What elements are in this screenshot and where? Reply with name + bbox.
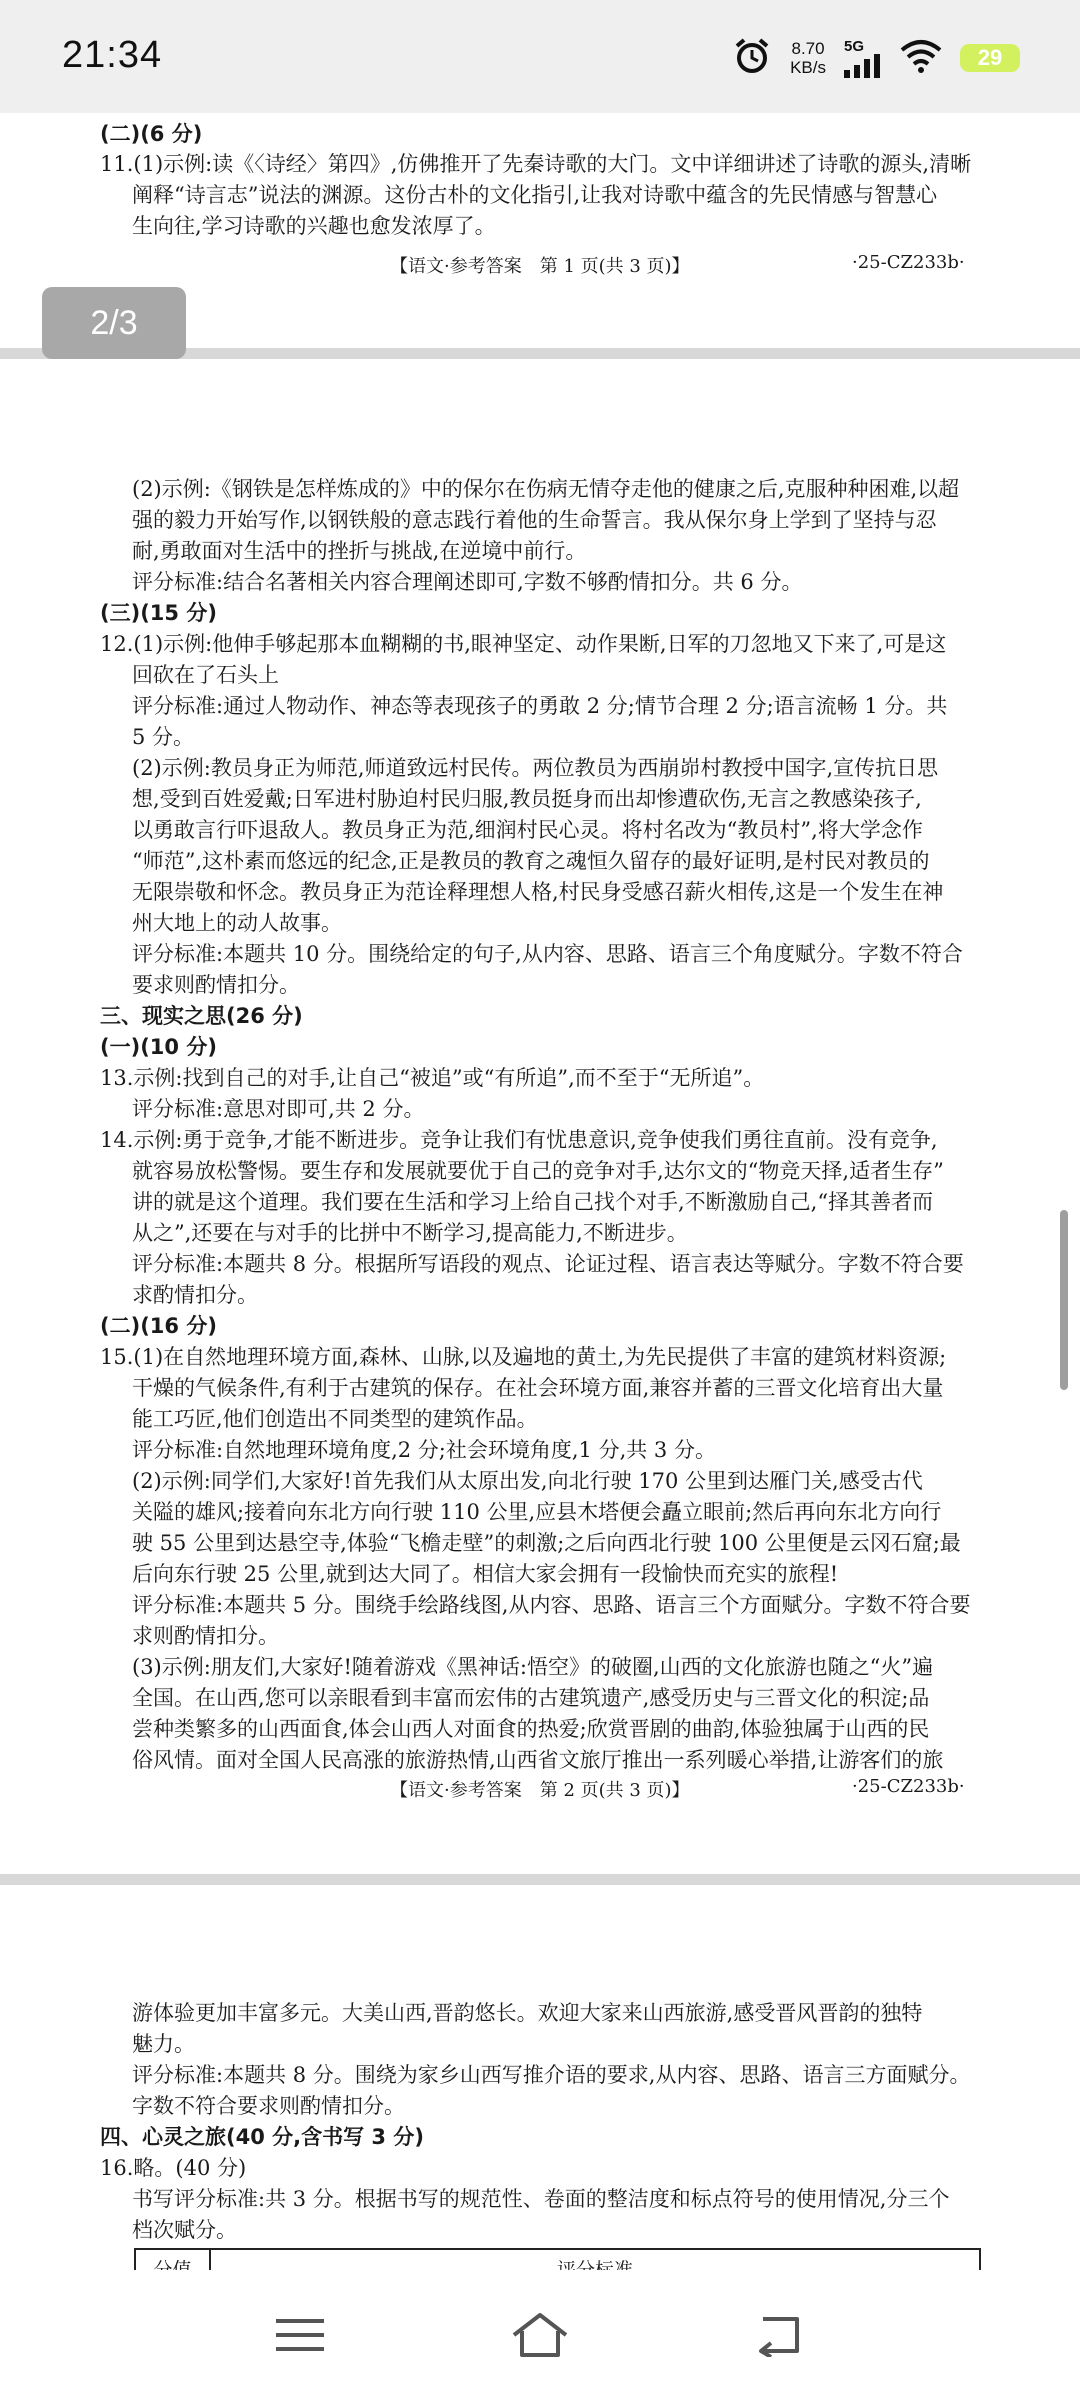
page-code: ·25-CZ233b· [852,252,965,273]
text-line: 游体验更加丰富多元。大美山西,晋韵悠长。欢迎大家来山西旅游,感受晋风晋韵的独特 [132,2001,923,2025]
text-line: 评分标准:结合名著相关内容合理阐述即可,字数不够酌情扣分。共 6 分。 [132,570,803,594]
text-line: (2)示例:同学们,大家好!首先我们从太原出发,向北行驶 170 公里到达雁门关,感受古代 [132,1469,923,1493]
net-speed [790,39,826,77]
home-button[interactable] [480,2270,600,2400]
network-type: 5G [844,37,865,55]
text-line: 13.示例:找到自己的对手,让自己“被追”或“有所追”,而不至于“无所追”。 [100,1066,765,1090]
text-line: 从之”,还要在与对手的比拼中不断学习,提高能力,不断进步。 [132,1221,688,1245]
document-page-2 [0,359,1080,1874]
text-line: 全国。在山西,您可以亲眼看到丰富而宏伟的古建筑遗产,感受历史与三晋文化的积淀;品 [132,1686,930,1710]
text-line: 评分标准:本题共 8 分。根据所写语段的观点、论证过程、语言表达等赋分。字数不符合要 [132,1252,964,1276]
text-line: 档次赋分。 [132,2218,237,2242]
text-line: (2)示例:《钢铁是怎样炼成的》中的保尔在伤病无情夺走他的健康之后,克服种种困难,以超 [132,477,960,501]
battery-level: 29 [977,45,1003,70]
section-heading: 四、心灵之旅(40 分,含书写 3 分) [100,2125,424,2149]
status-bar [0,0,1080,113]
section-heading: (一)(10 分) [100,1035,217,1059]
text-line: 求酌情扣分。 [132,1283,258,1307]
alarm-icon [732,36,772,81]
menu-button[interactable] [240,2270,360,2400]
text-line: 评分标准:自然地理环境角度,2 分;社会环境角度,1 分,共 3 分。 [132,1438,716,1462]
document-page-3 [0,1885,1080,2270]
text-line: 16.略。(40 分) [100,2156,247,2180]
text-line: 俗风情。面对全国人民高涨的旅游热情,山西省文旅厅推出一系列暖心举措,让游客们的旅 [132,1748,944,1772]
text-line: 关隘的雄风;接着向东北方向行驶 110 公里,应县木塔便会矗立眼前;然后再向东北方向行 [132,1500,942,1524]
wifi-icon [900,38,942,79]
net-speed-value: 8.70 [791,39,825,58]
text-line: (3)示例:朋友们,大家好!随着游戏《黑神话:悟空》的破圈,山西的文化旅游也随之“火”遍 [132,1655,934,1679]
page-footer: 【语文·参考答案 第 2 页(共 3 页)】 [390,1780,690,1801]
text-line: 11.(1)示例:读《〈诗经〉第四》,仿佛推开了先秦诗歌的大门。文中详细讲述了诗歌的源头,清晰 [100,152,972,176]
scrollbar-thumb[interactable] [1060,1210,1068,1390]
text-line: 魅力。 [132,2032,195,2056]
signal-icon [844,54,882,78]
status-icons [732,30,1020,86]
section-heading: (三)(15 分) [100,601,217,625]
text-line: 评分标准:本题共 10 分。围绕给定的句子,从内容、思路、语言三个角度赋分。字数不符合 [132,942,963,966]
text-line: 要求则酌情扣分。 [132,973,300,997]
text-line: 驶 55 公里到达悬空寺,体验“飞檐走壁”的刺激;之后向西北行驶 100 公里便是云冈石窟;最 [132,1531,961,1555]
text-line: 无限崇敬和怀念。教员身正为范诠释理想人格,村民身受感召薪火相传,这是一个发生在神 [132,880,944,904]
text-line: 15.(1)在自然地理环境方面,森林、山脉,以及遍地的黄土,为先民提供了丰富的建筑材料资源; [100,1345,947,1369]
text-line: 5 分。 [132,725,195,749]
text-line: 耐,勇敢面对生活中的挫折与挑战,在逆境中前行。 [132,539,587,563]
text-line: 评分标准:本题共 8 分。围绕为家乡山西写推介语的要求,从内容、思路、语言三方面赋分。 [132,2063,971,2087]
text-line: 讲的就是这个道理。我们要在生活和学习上给自己找个对手,不断激励自己,“择其善者而 [132,1190,934,1214]
text-line: 想,受到百姓爱戴;日军进村胁迫村民归服,教员挺身而出却惨遭砍伤,无言之教感染孩子, [132,787,922,811]
text-line: 后向东行驶 25 公里,就到达大同了。相信大家会拥有一段愉快而充实的旅程! [132,1562,839,1586]
navigation-bar [0,2270,1080,2400]
text-line: 尝种类繁多的山西面食,体会山西人对面食的热爱;欣赏晋剧的曲韵,体验独属于山西的民 [132,1717,930,1741]
text-line: 字数不符合要求则酌情扣分。 [132,2094,405,2118]
net-speed-unit: KB/s [790,58,826,77]
text-line: 阐释“诗言志”说法的渊源。这份古朴的文化指引,让我对诗歌中蕴含的先民情感与智慧心 [132,183,938,207]
text-line: 生向往,学习诗歌的兴趣也愈发浓厚了。 [132,214,496,238]
text-line: 14.示例:勇于竞争,才能不断进步。竞争让我们有忧患意识,竞争使我们勇往直前。没有竞争, [100,1128,938,1152]
text-line: 以勇敢言行吓退敌人。教员身正为范,细润村民心灵。将村名改为“教员村”,将大学念作 [132,818,923,842]
page-footer: 【语文·参考答案 第 1 页(共 3 页)】 [390,256,690,277]
home-icon [510,2311,570,2359]
menu-icon [274,2315,326,2355]
text-line: (2)示例:教员身正为师范,师道致远村民传。两位教员为西崩峁村教授中国字,宣传抗日思 [132,756,939,780]
text-line: 求则酌情扣分。 [132,1624,279,1648]
page-code: ·25-CZ233b· [852,1776,965,1797]
text-line: “师范”,这朴素而悠远的纪念,正是教员的教育之魂恒久留存的最好证明,是村民对教员的 [132,849,930,873]
page-separator [0,1874,1080,1885]
text-line: 回砍在了石头上 [132,663,279,687]
text-line: (二)(6 分) [100,122,203,146]
text-line: 书写评分标准:共 3 分。根据书写的规范性、卷面的整洁度和标点符号的使用情况,分三个 [132,2187,950,2211]
text-line: 就容易放松警惕。要生存和发展就要优于自己的竞争对手,达尔文的“物竞天择,适者生存” [132,1159,944,1183]
text-line: 评分标准:意思对即可,共 2 分。 [132,1097,425,1121]
text-line: 能工巧匠,他们创造出不同类型的建筑作品。 [132,1407,538,1431]
text-line: 州大地上的动人故事。 [132,911,342,935]
back-icon [753,2313,807,2357]
status-time: 21:34 [62,34,163,76]
text-line: 强的毅力开始写作,以钢铁般的意志践行着他的生命誓言。我从保尔身上学到了坚持与忍 [132,508,937,532]
signal-indicator [844,39,882,78]
page-indicator: 2/3 [42,287,186,359]
text-line: 12.(1)示例:他伸手够起那本血糊糊的书,眼神坚定、动作果断,日军的刀忽地又下来了,可是这 [100,632,947,656]
back-button[interactable] [720,2270,840,2400]
section-heading: 三、现实之思(26 分) [100,1004,303,1028]
text-line: 评分标准:本题共 5 分。围绕手绘路线图,从内容、思路、语言三个方面赋分。字数不符合要 [132,1593,971,1617]
text-line: 干燥的气候条件,有利于古建筑的保存。在社会环境方面,兼容并蓄的三晋文化培育出大量 [132,1376,944,1400]
section-heading: (二)(16 分) [100,1314,217,1338]
battery-icon [960,44,1020,72]
text-line: 评分标准:通过人物动作、神态等表现孩子的勇敢 2 分;情节合理 2 分;语言流畅 1 分。共 [132,694,948,718]
